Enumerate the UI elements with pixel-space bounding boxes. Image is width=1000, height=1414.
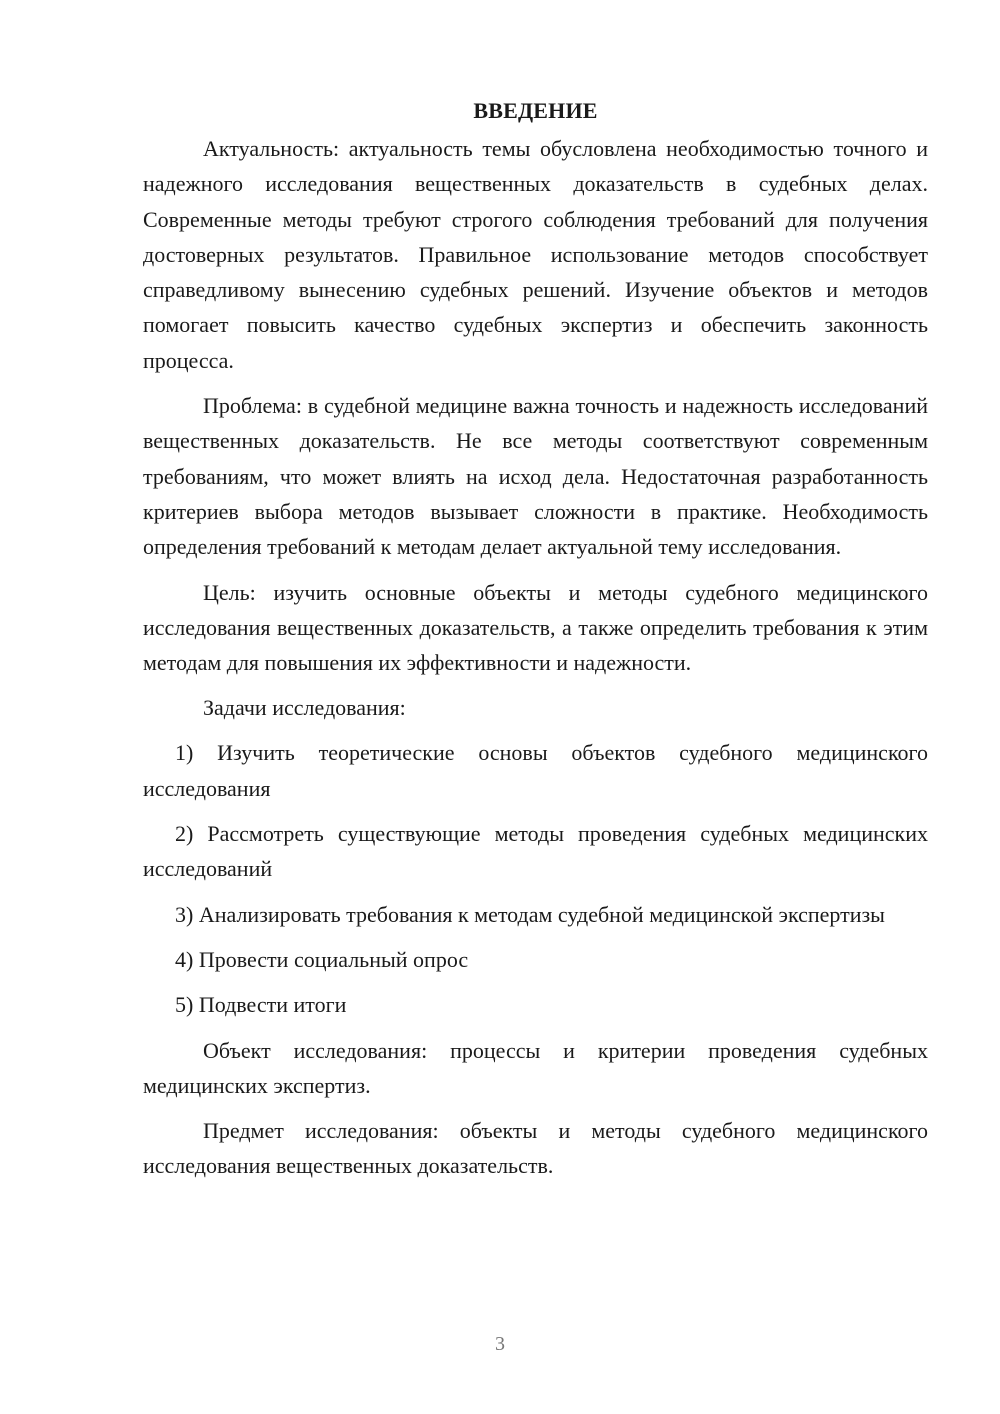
document-page bbox=[143, 93, 928, 1194]
list-item: 3) Анализировать требования к методам судебной медицинской экспертизы bbox=[175, 901, 885, 927]
paragraph-object: Объект исследования: процессы и критерии проведения судебных медицинских экспертиз. bbox=[143, 1037, 928, 1098]
list-item: 1) Изучить теоретические основы объектов судебного медицинского исследования bbox=[143, 740, 928, 801]
paragraph-goal: Цель: изучить основные объекты и методы судебного медицинского исследования вещественных доказательств, а также определить требования к этим методам для повышения их эффективности и надежности. bbox=[143, 579, 928, 676]
paragraph-problem: Проблема: в судебной медицине важна точность и надежность исследований вещественных доказательств. Не все методы соответствуют современным требованиям, что может влиять на исход дела. Недостаточная разработанность критериев выбора методов вызывает сложности в практике. Необходимость определения требований к методам делает актуальной тему исследования. bbox=[143, 393, 928, 560]
tasks-heading: Задачи исследования: bbox=[203, 695, 406, 721]
list-item: 2) Рассмотреть существующие методы проведения судебных медицинских исследований bbox=[143, 821, 928, 882]
tasks-list bbox=[143, 735, 928, 1022]
page-title: ВВЕДЕНИЕ bbox=[473, 98, 598, 123]
list-item: 4) Провести социальный опрос bbox=[175, 946, 469, 972]
page-number: 3 bbox=[495, 1333, 505, 1355]
paragraph-relevance: Актуальность: актуальность темы обусловлена необходимостью точного и надежного исследования вещественных доказательств в судебных делах. Современные методы требуют строгого соблюдения требований для получения достоверных результатов. Правильное использование методов способствует справедливому вынесению судебных решений. Изучение объектов и методов помогает повысить качество судебных экспертиз и обеспечить законность процесса. bbox=[143, 136, 928, 373]
list-item: 5) Подвести итоги bbox=[175, 992, 347, 1018]
paragraph-subject: Предмет исследования: объекты и методы судебного медицинского исследования вещественных доказательств. bbox=[143, 1118, 928, 1179]
